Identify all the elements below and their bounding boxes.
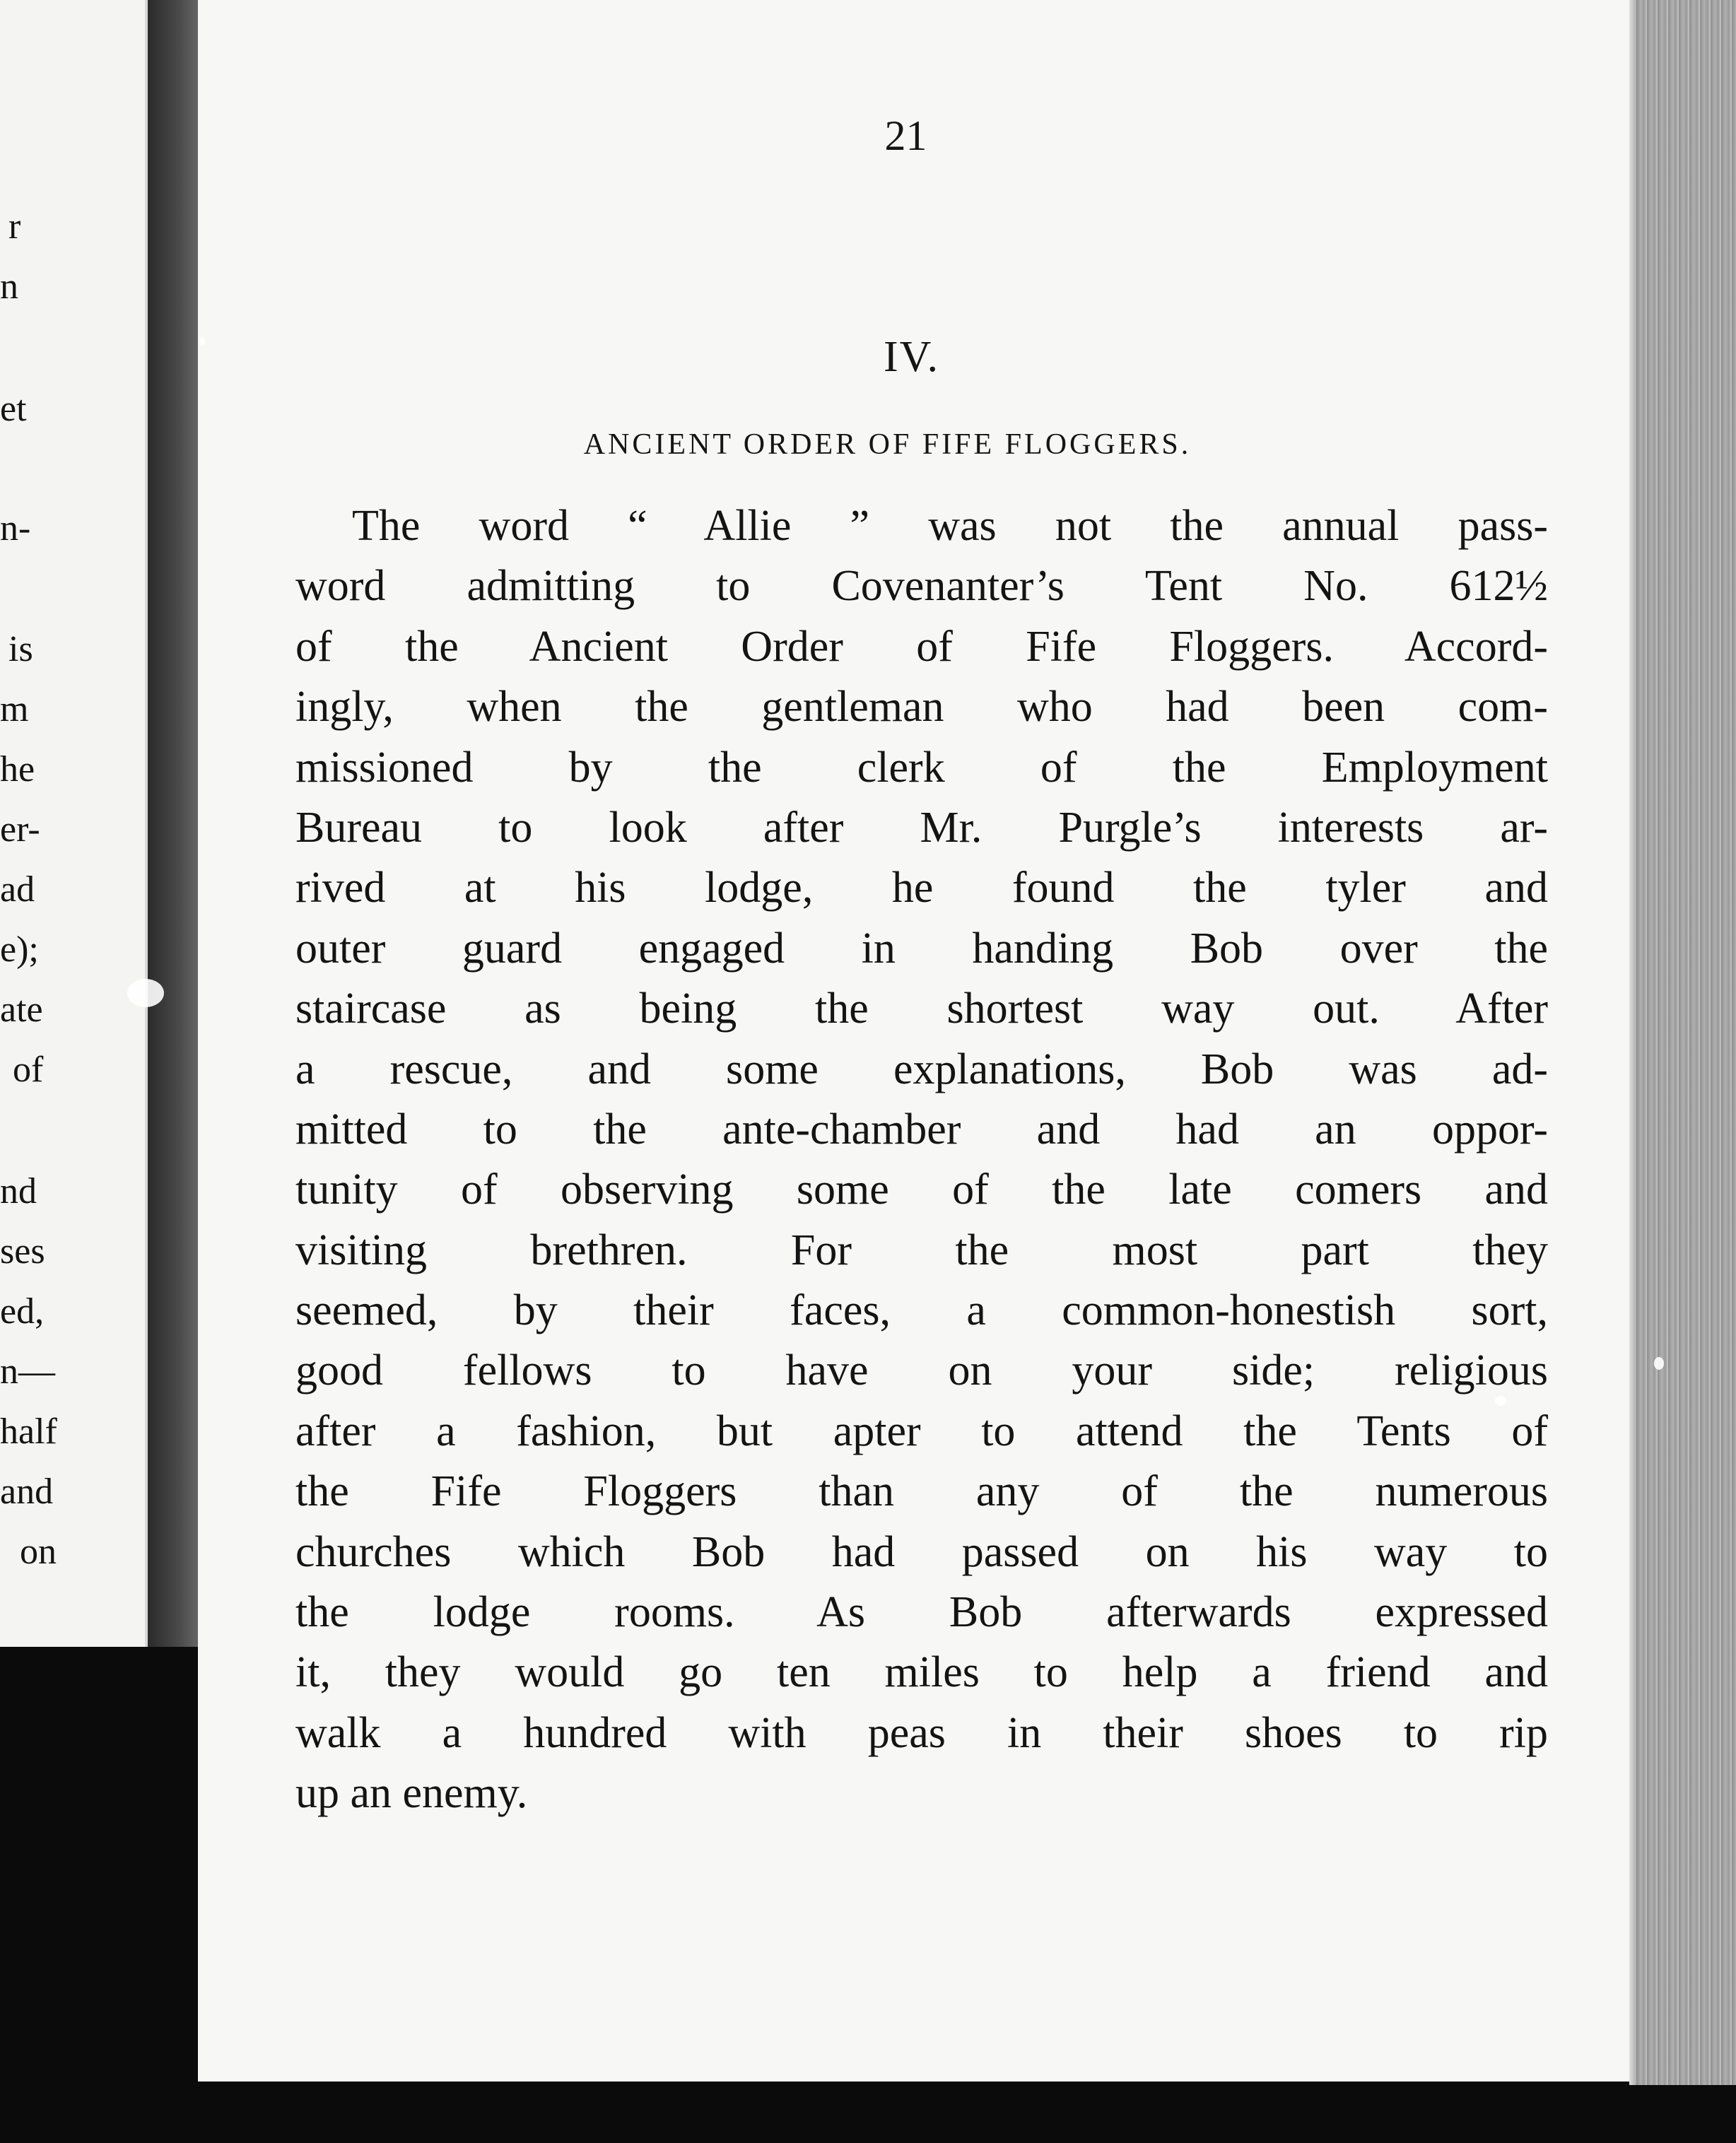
body-paragraph [295, 496, 1548, 1824]
text-line: it, they would go ten miles to help a friend and [295, 1648, 1548, 1697]
text-line: mitted to the ante-chamber and had an oppor- [295, 1105, 1548, 1153]
text-line: The word “ Allie ” was not the annual pass- [352, 502, 1548, 550]
text-line: word admitting to Covenanter’s Tent No. 612½ [295, 562, 1548, 611]
facing-page-text: r [8, 206, 21, 247]
facing-page-text: et [0, 389, 27, 429]
facing-page-text: ate [0, 990, 43, 1030]
text-line: up an enemy. [295, 1769, 528, 1818]
chapter-heading: ANCIENT ORDER OF FIFE FLOGGERS. [583, 428, 1192, 461]
facing-page-text: er- [0, 809, 40, 850]
book-page-stack-edge [1636, 0, 1736, 2085]
dust-speck [1495, 1396, 1506, 1406]
facing-page-text: nd [0, 1171, 37, 1211]
text-line: ingly, when the gentleman who had been com- [295, 683, 1548, 732]
facing-page-text: and [0, 1472, 54, 1512]
text-line: seemed, by their faces, a common-honestish sort, [295, 1286, 1548, 1335]
text-line: tunity of observing some of the late comers and [295, 1166, 1548, 1214]
facing-page-text: is [8, 629, 33, 669]
text-line: outer guard engaged in handing Bob over the [295, 924, 1548, 973]
facing-page-text: ses [0, 1231, 45, 1272]
facing-page-text: n [0, 266, 18, 307]
text-line: staircase as being the shortest way out. After [295, 985, 1548, 1033]
facing-page-fragment [0, 0, 148, 1647]
text-line: churches which Bob had passed on his way to [295, 1527, 1548, 1576]
facing-page-text: m [0, 689, 29, 729]
facing-page-text: ed, [0, 1291, 45, 1332]
facing-page-text: of [13, 1050, 44, 1090]
text-line: visiting brethren. For the most part they [295, 1226, 1548, 1274]
facing-page-text: on [20, 1532, 57, 1572]
facing-page-text: half [0, 1411, 57, 1452]
page-number: 21 [884, 112, 927, 159]
dust-speck [1654, 1357, 1664, 1370]
text-line: good fellows to have on your side; religious [295, 1346, 1548, 1395]
dust-speck [127, 979, 164, 1007]
text-line: after a fashion, but apter to attend the Tents of [295, 1407, 1548, 1455]
text-line: Bureau to look after Mr. Purgle’s interests ar- [295, 803, 1548, 852]
facing-page-text: n— [0, 1351, 55, 1392]
facing-page-text: he [0, 749, 35, 789]
dust-speck [199, 338, 205, 345]
text-line: rived at his lodge, he found the tyler and [295, 864, 1548, 912]
text-line: missioned by the clerk of the Employment [295, 743, 1548, 792]
text-line: the lodge rooms. As Bob afterwards expressed [295, 1588, 1548, 1637]
text-line: the Fife Floggers than any of the numerous [295, 1467, 1548, 1516]
text-line: a rescue, and some explanations, Bob was ad- [295, 1045, 1548, 1093]
facing-page-text: ad [0, 869, 35, 910]
facing-page-text: n- [0, 508, 31, 548]
text-line: walk a hundred with peas in their shoes to rip [295, 1708, 1548, 1757]
text-line: of the Ancient Order of Fife Floggers. Accord- [295, 622, 1548, 671]
book-page [198, 0, 1636, 2082]
facing-page-text: e); [0, 929, 39, 970]
chapter-number: IV. [884, 333, 939, 381]
